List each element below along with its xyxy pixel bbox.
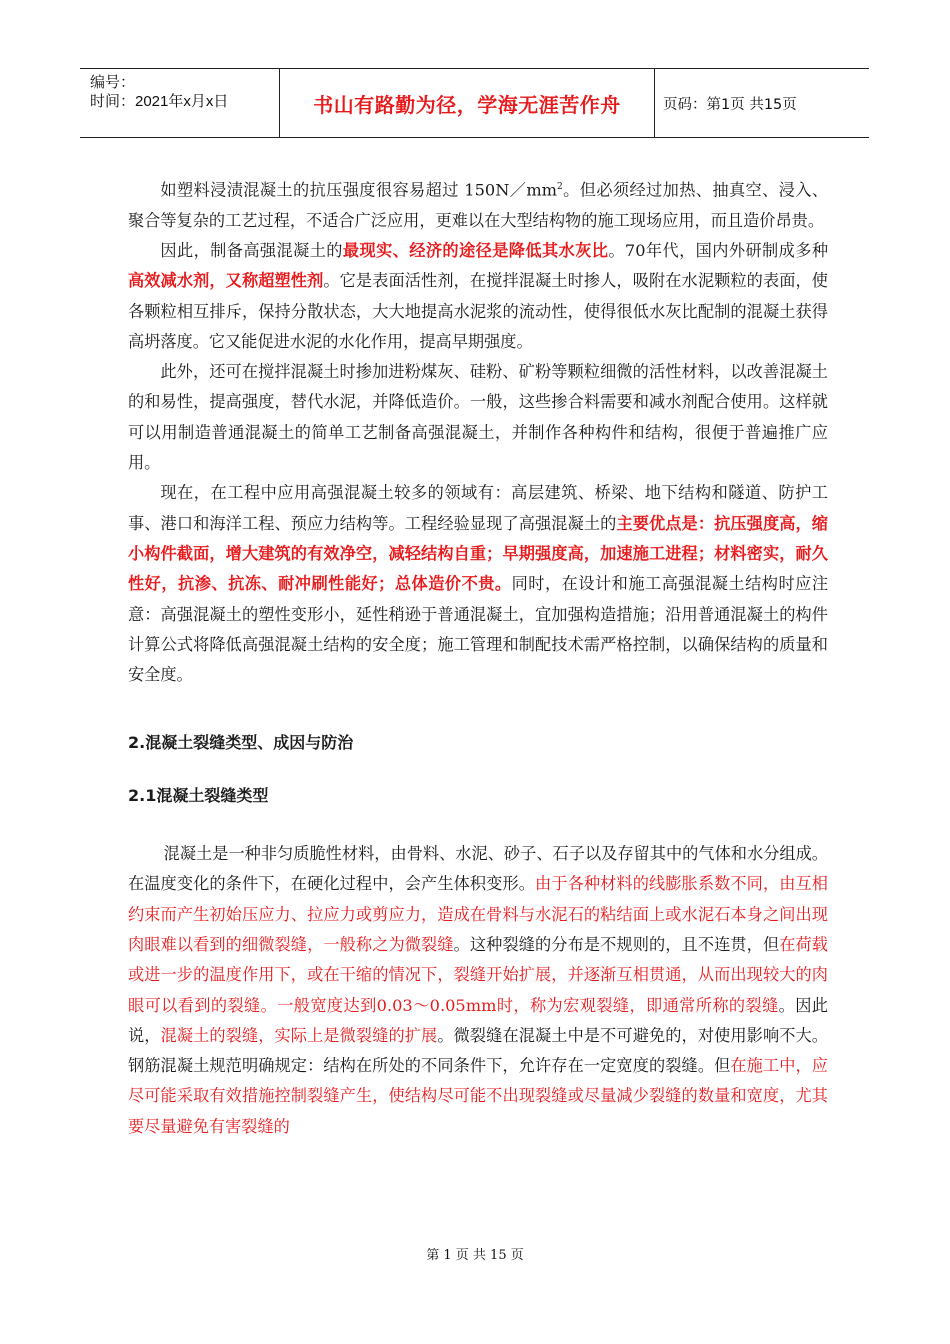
document-body	[128, 172, 828, 1142]
highlight-text: 在荷载或进一步的温度作用下，或在干缩的情况下，裂缝开始扩展，并逐渐互相贯通，从而出现较大的肉眼可以看到的裂缝。一般宽度达到0.03～0.05mm时，称为宏观裂缝，即通常所称的裂缝	[128, 934, 828, 1015]
paragraph: 因此，制备高强混凝土的最现实、经济的途径是降低其水灰比。70年代，国内外研制成多种高效减水剂，又称超塑性剂。它是表面活性剂，在搅拌混凝土时掺人，吸附在水泥颗粒的表面，使各颗粒相互排斥，保持分散状态，大大地提高水泥浆的流动性，使得很低水灰比配制的混凝土获得高坍落度。它又能促进水泥的水化作用，提高早期强度。	[128, 240, 829, 351]
highlight-text: 由于各种材料的线膨胀系数不同，由互相约束而产生初始压应力、拉应力或剪应力，造成在骨料与水泥石的粘结面上或水泥石本身之间出现肉眼难以看到的细微裂缝，一般称之为微裂缝	[128, 874, 828, 954]
page-footer: 第 1 页 共 15 页	[426, 1248, 524, 1263]
number-label: 编号：	[90, 74, 136, 91]
header-page-code: 页码：第1页 共15页	[663, 96, 797, 113]
highlight-text: 在施工中，应尽可能采取有效措施控制裂缝产生，使结构尽可能不出现裂缝或尽量减少裂缝的数量和宽度，尤其要尽量避免有害裂缝的	[128, 1056, 828, 1136]
header-meta	[80, 69, 280, 137]
paragraph: 此外，还可在搅拌混凝土时掺加进粉煤灰、硅粉、矿粉等颗粒细微的活性材料，以改善混凝土的和易性，提高强度，替代水泥，并降低造价。一般，这些掺合料需要和减水剂配合使用。这样就可以用制造普通混凝土的简单工艺制备高强混凝土，并制作各种构件和结构，很便于普遍推广应用。	[128, 362, 828, 473]
highlight-text: 最现实、经济的途径是降低其水灰比	[342, 240, 609, 260]
highlight-text: 混凝土的裂缝，实际上是微裂缝的扩展	[160, 1025, 438, 1045]
paragraph: 现在，在工程中应用高强混凝土较多的领域有：高层建筑、桥梁、地下结构和隧道、防护工事、港口和海洋工程、预应力结构等。工程经验显现了高强混凝土的主要优点是：抗压强度高，缩小构件截面，增大建筑的有效净空，减轻结构自重；早期强度高，加速施工进程；材料密实，耐久性好，抗渗、抗冻、耐冲刷性能好；总体造价不贵。同时，在设计和施工高强混凝土结构时应注意：高强混凝土的塑性变形小，延性稍逊于普通混凝土，宜加强构造措施；沿用普通混凝土的构件计算公式将降低高强混凝土结构的安全度；施工管理和制配技术需严格控制，以确保结构的质量和安全度。	[128, 483, 829, 685]
paragraph: 如塑料浸渍混凝土的抗压强度很容易超过 $150N/mm^2$。但必须经过加热、抽真空、浸入、聚合等复杂的工艺过程，不适合广泛应用，更难以在大型结构物的施工现场应用，而且造价昂贵。	[128, 180, 829, 230]
paragraph: 混凝土是一种非匀质脆性材料，由骨料、水泥、砂子、石子以及存留其中的气体和水分组成。在温度变化的条件下，在硬化过程中，会产生体积变形。由于各种材料的线膨胀系数不同，由互相约束而产生初始压应力、拉应力或剪应力，造成在骨料与水泥石的粘结面上或水泥石本身之间出现肉眼难以看到的细微裂缝，一般称之为微裂缝。这种裂缝的分布是不规则的，且不连贯，但在荷载或进一步的温度作用下，或在干缩的情况下，裂缝开始扩展，并逐渐互相贯通，从而出现较大的肉眼可以看到的裂缝。一般宽度达到0.03～0.05mm时，称为宏观裂缝，即通常所称的裂缝。因此说，混凝土的裂缝，实际上是微裂缝的扩展。微裂缝在混凝土中是不可避免的，对使用影响不大。钢筋混凝土规范明确规定：结构在所处的不同条件下，允许存在一定宽度的裂缝。但在施工中，应尽可能采取有效措施控制裂缝产生，使结构尽可能不出现裂缝或尽量减少裂缝的数量和宽度，尤其要尽量避免有害裂缝的	[128, 844, 828, 1136]
time-label: 时间：2021年x月x日	[90, 93, 229, 110]
subsection-heading: 2.1混凝土裂缝类型	[128, 785, 269, 805]
header-motto: 书山有路勤为径，学海无涯苦作舟	[280, 69, 655, 137]
section-heading: 2.混凝土裂缝类型、成因与防治	[128, 733, 354, 753]
highlight-text: 主要优点是：抗压强度高，缩小构件截面，增大建筑的有效净空，减轻结构自重；早期强度高，加速施工进程；材料密实，耐久性好，抗渗、抗冻、耐冲刷性能好；总体造价不贵。	[128, 513, 828, 594]
highlight-text: 高效减水剂，又称超塑性剂	[128, 271, 324, 291]
page-header	[80, 68, 869, 138]
